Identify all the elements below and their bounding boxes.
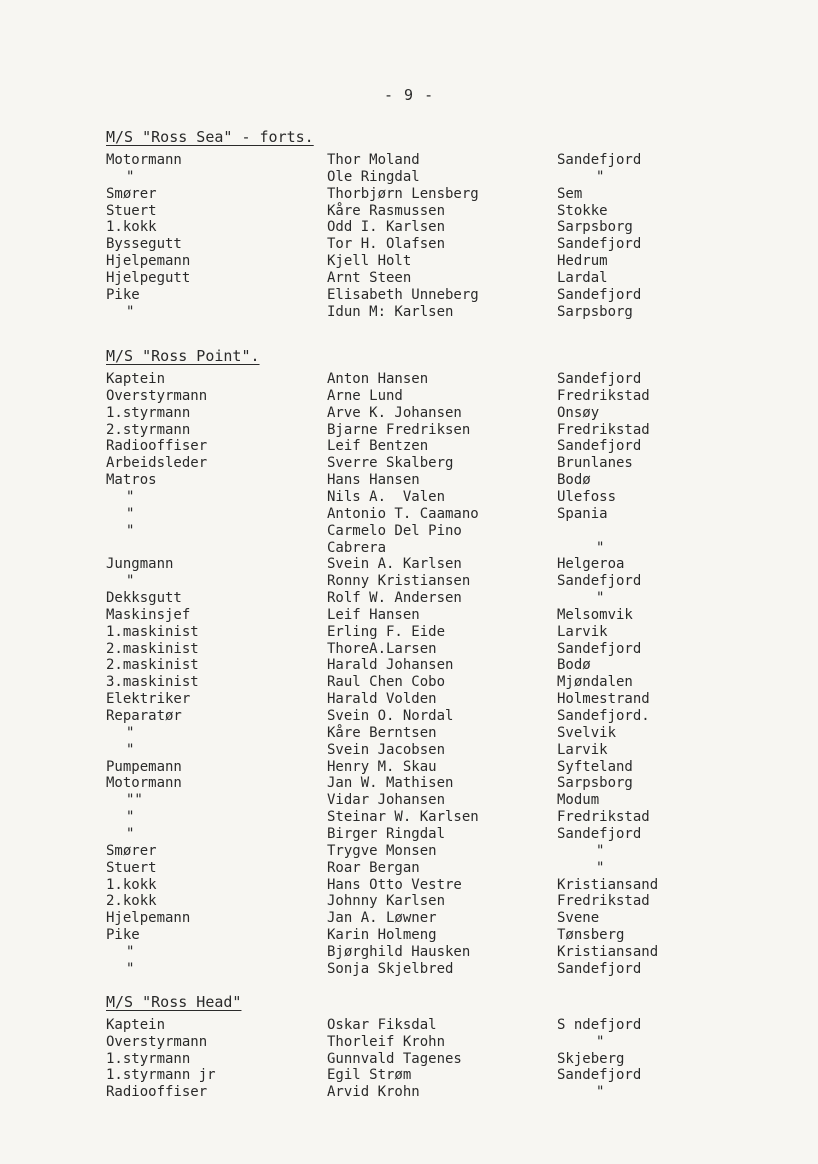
crew-position: 1.styrmann jr xyxy=(106,1067,216,1084)
crew-hometown: Sandefjord xyxy=(557,236,642,253)
crew-position: 2.styrmann xyxy=(106,421,191,438)
crew-name: Svein Jacobsen xyxy=(327,741,446,758)
crew-hometown: Sandefjord xyxy=(557,960,642,977)
crew-position: 2.kokk xyxy=(106,893,157,910)
crew-position: Radiooffiser xyxy=(106,438,208,455)
crew-row xyxy=(0,422,818,439)
crew-position: Maskinsjef xyxy=(106,606,191,623)
crew-hometown: Modum xyxy=(557,792,600,809)
crew-row xyxy=(0,203,818,220)
crew-hometown: Spania xyxy=(557,505,608,522)
crew-hometown: Sandefjord xyxy=(557,438,642,455)
crew-position: Overstyrmann xyxy=(106,1033,208,1050)
crew-position: 1.kokk xyxy=(106,219,157,236)
crew-row xyxy=(0,506,818,523)
crew-row xyxy=(0,1051,818,1068)
crew-name: Egil Strøm xyxy=(327,1067,412,1084)
crew-row xyxy=(0,860,818,877)
crew-name: Roar Bergan xyxy=(327,859,420,876)
crew-hometown: Fredrikstad xyxy=(557,387,650,404)
crew-position: " xyxy=(126,809,135,826)
crew-hometown: Sem xyxy=(557,185,583,202)
crew-name: Rolf W. Andersen xyxy=(327,590,462,607)
crew-name: Oskar Fiksdal xyxy=(327,1017,437,1033)
crew-name: Bjarne Fredriksen xyxy=(327,421,471,438)
crew-hometown: Skjeberg xyxy=(557,1050,625,1067)
crew-position: " xyxy=(126,488,135,505)
crew-position: Pumpemann xyxy=(106,758,182,775)
crew-hometown: Mjøndalen xyxy=(557,674,633,691)
crew-row xyxy=(0,641,818,658)
crew-hometown: Larvik xyxy=(557,741,608,758)
crew-position: " xyxy=(126,825,135,842)
crew-row xyxy=(0,253,818,270)
crew-hometown: " xyxy=(596,539,605,556)
crew-row xyxy=(0,523,818,540)
crew-name: Sverre Skalberg xyxy=(327,455,454,472)
crew-position: " xyxy=(126,303,135,320)
crew-hometown: Sandefjord xyxy=(557,825,642,842)
crew-row xyxy=(0,843,818,860)
crew-name: Jan A. Løwner xyxy=(327,910,437,927)
crew-position: Byssegutt xyxy=(106,236,182,253)
crew-hometown: " xyxy=(596,168,605,185)
crew-position: Arbeidsleder xyxy=(106,455,208,472)
crew-name: Johnny Karlsen xyxy=(327,893,446,910)
crew-position: " xyxy=(126,168,135,185)
crew-row xyxy=(0,270,818,287)
crew-hometown: Sarpsborg xyxy=(557,303,633,320)
crew-name: Ole Ringdal xyxy=(327,168,420,185)
crew-position: 2.maskinist xyxy=(106,657,199,674)
crew-position: 2.maskinist xyxy=(106,640,199,657)
crew-position: Smører xyxy=(106,842,157,859)
crew-hometown: Sandefjord. xyxy=(557,708,650,724)
crew-position: Pike xyxy=(106,927,140,944)
crew-hometown: Helgeroa xyxy=(557,556,625,573)
crew-name: Kjell Holt xyxy=(327,253,412,270)
crew-name: Hans Hansen xyxy=(327,472,420,489)
crew-position: Kaptein xyxy=(106,371,166,387)
crew-position: Smører xyxy=(106,185,157,202)
crew-row xyxy=(0,927,818,944)
crew-position: Stuert xyxy=(106,202,157,219)
crew-row xyxy=(0,472,818,489)
section-title: M/S "Ross Point". xyxy=(106,347,260,365)
crew-row xyxy=(0,1034,818,1051)
crew-position: Reparatør xyxy=(106,708,182,724)
crew-hometown: Sarpsborg xyxy=(557,775,633,792)
crew-hometown: Sandefjord xyxy=(557,152,642,168)
crew-hometown: " xyxy=(596,1033,605,1050)
crew-position: " xyxy=(126,522,135,539)
crew-name: Henry M. Skau xyxy=(327,758,437,775)
crew-position: Motormann xyxy=(106,152,182,168)
crew-hometown: Sandefjord xyxy=(557,286,642,303)
crew-hometown: Syfteland xyxy=(557,758,633,775)
crew-position: 1.kokk xyxy=(106,876,157,893)
crew-position: Jungmann xyxy=(106,556,174,573)
crew-name: Leif Hansen xyxy=(327,606,420,623)
crew-hometown: Larvik xyxy=(557,623,608,640)
crew-row xyxy=(0,152,818,169)
crew-name: Nils A. Valen xyxy=(327,488,446,505)
crew-row xyxy=(0,438,818,455)
crew-row xyxy=(0,944,818,961)
crew-row xyxy=(0,455,818,472)
crew-name: Svein O. Nordal xyxy=(327,708,454,724)
crew-name: Arnt Steen xyxy=(327,269,412,286)
crew-hometown: Onsøy xyxy=(557,404,600,421)
crew-name: Birger Ringdal xyxy=(327,825,446,842)
crew-row xyxy=(0,624,818,641)
crew-name: Sonja Skjelbred xyxy=(327,960,454,977)
crew-name: Odd I. Karlsen xyxy=(327,219,446,236)
crew-row xyxy=(0,169,818,186)
crew-row xyxy=(0,1084,818,1101)
crew-row xyxy=(0,792,818,809)
crew-name: Thor Moland xyxy=(327,152,420,168)
crew-position: Hjelpemann xyxy=(106,253,191,270)
page-number: - 9 - xyxy=(384,86,435,104)
crew-row xyxy=(0,590,818,607)
crew-position: "" xyxy=(126,792,143,809)
crew-position: 1.maskinist xyxy=(106,623,199,640)
crew-row xyxy=(0,725,818,742)
crew-row xyxy=(0,186,818,203)
crew-row xyxy=(0,708,818,725)
crew-name: Harald Johansen xyxy=(327,657,454,674)
crew-row xyxy=(0,573,818,590)
crew-hometown: Ulefoss xyxy=(557,488,617,505)
crew-row xyxy=(0,405,818,422)
crew-position: Overstyrmann xyxy=(106,387,208,404)
crew-hometown: Sandefjord xyxy=(557,1067,642,1084)
crew-name: Kåre Rasmussen xyxy=(327,202,446,219)
crew-row xyxy=(0,674,818,691)
crew-name: Kåre Berntsen xyxy=(327,724,437,741)
crew-name: Karin Holmeng xyxy=(327,927,437,944)
crew-position: Hjelpemann xyxy=(106,910,191,927)
crew-position: " xyxy=(126,741,135,758)
crew-position: Kaptein xyxy=(106,1017,166,1033)
crew-row xyxy=(0,1017,818,1034)
crew-hometown: Sandefjord xyxy=(557,573,642,590)
crew-name: Tor H. Olafsen xyxy=(327,236,446,253)
crew-row xyxy=(0,961,818,978)
crew-hometown: Fredrikstad xyxy=(557,421,650,438)
crew-hometown: Stokke xyxy=(557,202,608,219)
crew-position: Matros xyxy=(106,472,157,489)
crew-name: Thorleif Krohn xyxy=(327,1033,446,1050)
crew-position: " xyxy=(126,573,135,590)
crew-position: Motormann xyxy=(106,775,182,792)
crew-row xyxy=(0,607,818,624)
crew-position: Elektriker xyxy=(106,691,191,708)
crew-hometown: S ndefjord xyxy=(557,1017,642,1033)
crew-hometown: Brunlanes xyxy=(557,455,633,472)
crew-name: Harald Volden xyxy=(327,691,437,708)
crew-hometown: Kristiansand xyxy=(557,943,659,960)
crew-row xyxy=(0,826,818,843)
crew-name: Anton Hansen xyxy=(327,371,429,387)
crew-position: Stuert xyxy=(106,859,157,876)
crew-name: Carmelo Del Pino xyxy=(327,522,462,539)
crew-hometown: Svene xyxy=(557,910,600,927)
crew-position: " xyxy=(126,724,135,741)
crew-position: Pike xyxy=(106,286,140,303)
crew-position: 3.maskinist xyxy=(106,674,199,691)
crew-hometown: " xyxy=(596,590,605,607)
crew-hometown: Lardal xyxy=(557,269,608,286)
crew-hometown: Melsomvik xyxy=(557,606,633,623)
crew-row xyxy=(0,489,818,506)
crew-hometown: Sarpsborg xyxy=(557,219,633,236)
crew-row xyxy=(0,556,818,573)
crew-hometown: Tønsberg xyxy=(557,927,625,944)
crew-name: Cabrera xyxy=(327,539,387,556)
crew-row xyxy=(0,371,818,388)
crew-row xyxy=(0,759,818,776)
crew-name: ThoreA.Larsen xyxy=(327,640,437,657)
crew-name: Antonio T. Caamano xyxy=(327,505,479,522)
crew-position: Radiooffiser xyxy=(106,1084,208,1101)
crew-row xyxy=(0,304,818,321)
crew-row xyxy=(0,910,818,927)
crew-hometown: " xyxy=(596,842,605,859)
crew-name: Elisabeth Unneberg xyxy=(327,286,479,303)
crew-name: Svein A. Karlsen xyxy=(327,556,462,573)
crew-hometown: Svelvik xyxy=(557,724,617,741)
crew-position: " xyxy=(126,943,135,960)
crew-hometown: Bodø xyxy=(557,472,591,489)
section-title: M/S "Ross Sea" - forts. xyxy=(106,128,314,146)
crew-hometown: Bodø xyxy=(557,657,591,674)
crew-name: Leif Bentzen xyxy=(327,438,429,455)
crew-name: Hans Otto Vestre xyxy=(327,876,462,893)
crew-name: Gunnvald Tagenes xyxy=(327,1050,462,1067)
crew-name: Raul Chen Cobo xyxy=(327,674,446,691)
crew-hometown: Sandefjord xyxy=(557,640,642,657)
crew-row xyxy=(0,287,818,304)
crew-position: 1.styrmann xyxy=(106,1050,191,1067)
crew-row xyxy=(0,388,818,405)
crew-hometown: " xyxy=(596,859,605,876)
crew-hometown: Holmestrand xyxy=(557,691,650,708)
crew-hometown: Sandefjord xyxy=(557,371,642,387)
crew-row xyxy=(0,775,818,792)
crew-row xyxy=(0,236,818,253)
crew-row xyxy=(0,877,818,894)
crew-name: Ronny Kristiansen xyxy=(327,573,471,590)
crew-position: Hjelpegutt xyxy=(106,269,191,286)
crew-hometown: Fredrikstad xyxy=(557,893,650,910)
crew-position: Dekksgutt xyxy=(106,590,182,607)
crew-hometown: Hedrum xyxy=(557,253,608,270)
crew-name: Steinar W. Karlsen xyxy=(327,809,479,826)
crew-name: Thorbjørn Lensberg xyxy=(327,185,479,202)
crew-hometown: Kristiansand xyxy=(557,876,659,893)
crew-name: Arvid Krohn xyxy=(327,1084,420,1101)
crew-row xyxy=(0,893,818,910)
crew-row xyxy=(0,219,818,236)
crew-position: " xyxy=(126,960,135,977)
crew-name: Trygve Monsen xyxy=(327,842,437,859)
crew-name: Erling F. Eide xyxy=(327,623,446,640)
crew-position: 1.styrmann xyxy=(106,404,191,421)
crew-row xyxy=(0,691,818,708)
section-title: M/S "Ross Head" xyxy=(106,993,242,1011)
crew-name: Arne Lund xyxy=(327,387,403,404)
crew-name: Idun M: Karlsen xyxy=(327,303,454,320)
crew-hometown: Fredrikstad xyxy=(557,809,650,826)
crew-row xyxy=(0,1067,818,1084)
crew-name: Jan W. Mathisen xyxy=(327,775,454,792)
crew-hometown: " xyxy=(596,1084,605,1101)
crew-position: " xyxy=(126,505,135,522)
crew-name: Arve K. Johansen xyxy=(327,404,462,421)
crew-row xyxy=(0,657,818,674)
crew-name: Bjørghild Hausken xyxy=(327,943,471,960)
crew-name: Vidar Johansen xyxy=(327,792,446,809)
crew-row xyxy=(0,742,818,759)
crew-row xyxy=(0,809,818,826)
crew-row xyxy=(0,540,818,557)
